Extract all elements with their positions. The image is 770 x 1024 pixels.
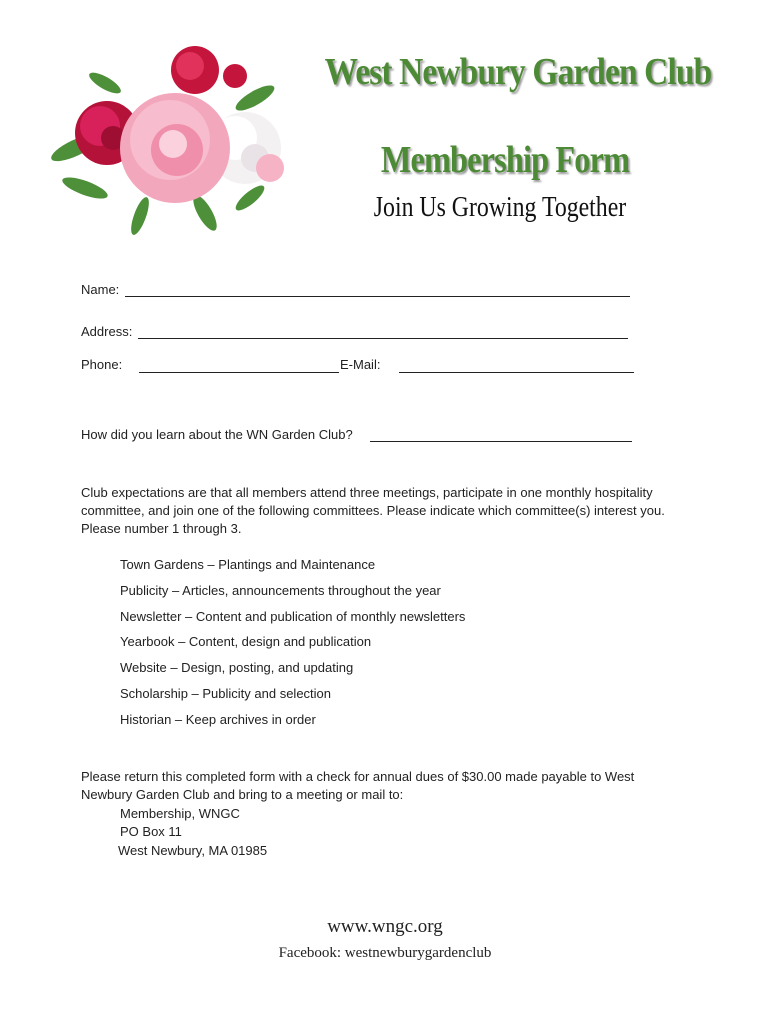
- flower-bouquet-illustration: [45, 38, 295, 238]
- expectations-paragraph: Club expectations are that all members attend three meetings, participate in one monthly hospitality committee, and join one of the following committees. Please indicate which committee(s) interest you. Please number 1 through 3.: [81, 485, 665, 536]
- tagline: Join Us Growing Together: [373, 192, 627, 223]
- address-field[interactable]: [138, 338, 628, 339]
- name-field[interactable]: [125, 296, 630, 297]
- committee-item: Yearbook – Content, design and publication: [120, 634, 372, 649]
- committee-item: Publicity – Articles, announcements throughout the year: [120, 583, 441, 598]
- form-title: Membership Form: [380, 139, 630, 181]
- learn-answer-field[interactable]: [370, 441, 632, 442]
- club-name-title: West Newbury Garden Club: [324, 51, 712, 93]
- mailing-address-line2: PO Box 11: [120, 824, 182, 839]
- return-instructions: Please return this completed form with a check for annual dues of $30.00 made payable to West Newbury Garden Club and bring to a meeting or mail to:: [81, 769, 635, 802]
- committee-item: Town Gardens – Plantings and Maintenance: [120, 557, 376, 572]
- committee-item: Website – Design, posting, and updating: [120, 660, 354, 675]
- learn-question-label: How did you learn about the WN Garden Club?: [81, 427, 353, 442]
- name-label: Name:: [81, 282, 120, 297]
- phone-label: Phone:: [81, 357, 123, 372]
- phone-field[interactable]: [139, 372, 339, 373]
- mailing-address-line3: West Newbury, MA 01985: [118, 843, 268, 858]
- facebook-handle: Facebook: westnewburygardenclub: [278, 945, 492, 961]
- email-field[interactable]: [399, 372, 634, 373]
- website-link[interactable]: www.wngc.org: [327, 916, 443, 937]
- committee-item: Historian – Keep archives in order: [120, 712, 316, 727]
- address-label: Address:: [81, 324, 133, 339]
- mailing-address-line1: Membership, WNGC: [120, 806, 240, 821]
- committee-item: Newsletter – Content and publication of monthly newsletters: [120, 609, 466, 624]
- email-label: E-Mail:: [340, 357, 381, 372]
- committee-item: Scholarship – Publicity and selection: [120, 686, 332, 701]
